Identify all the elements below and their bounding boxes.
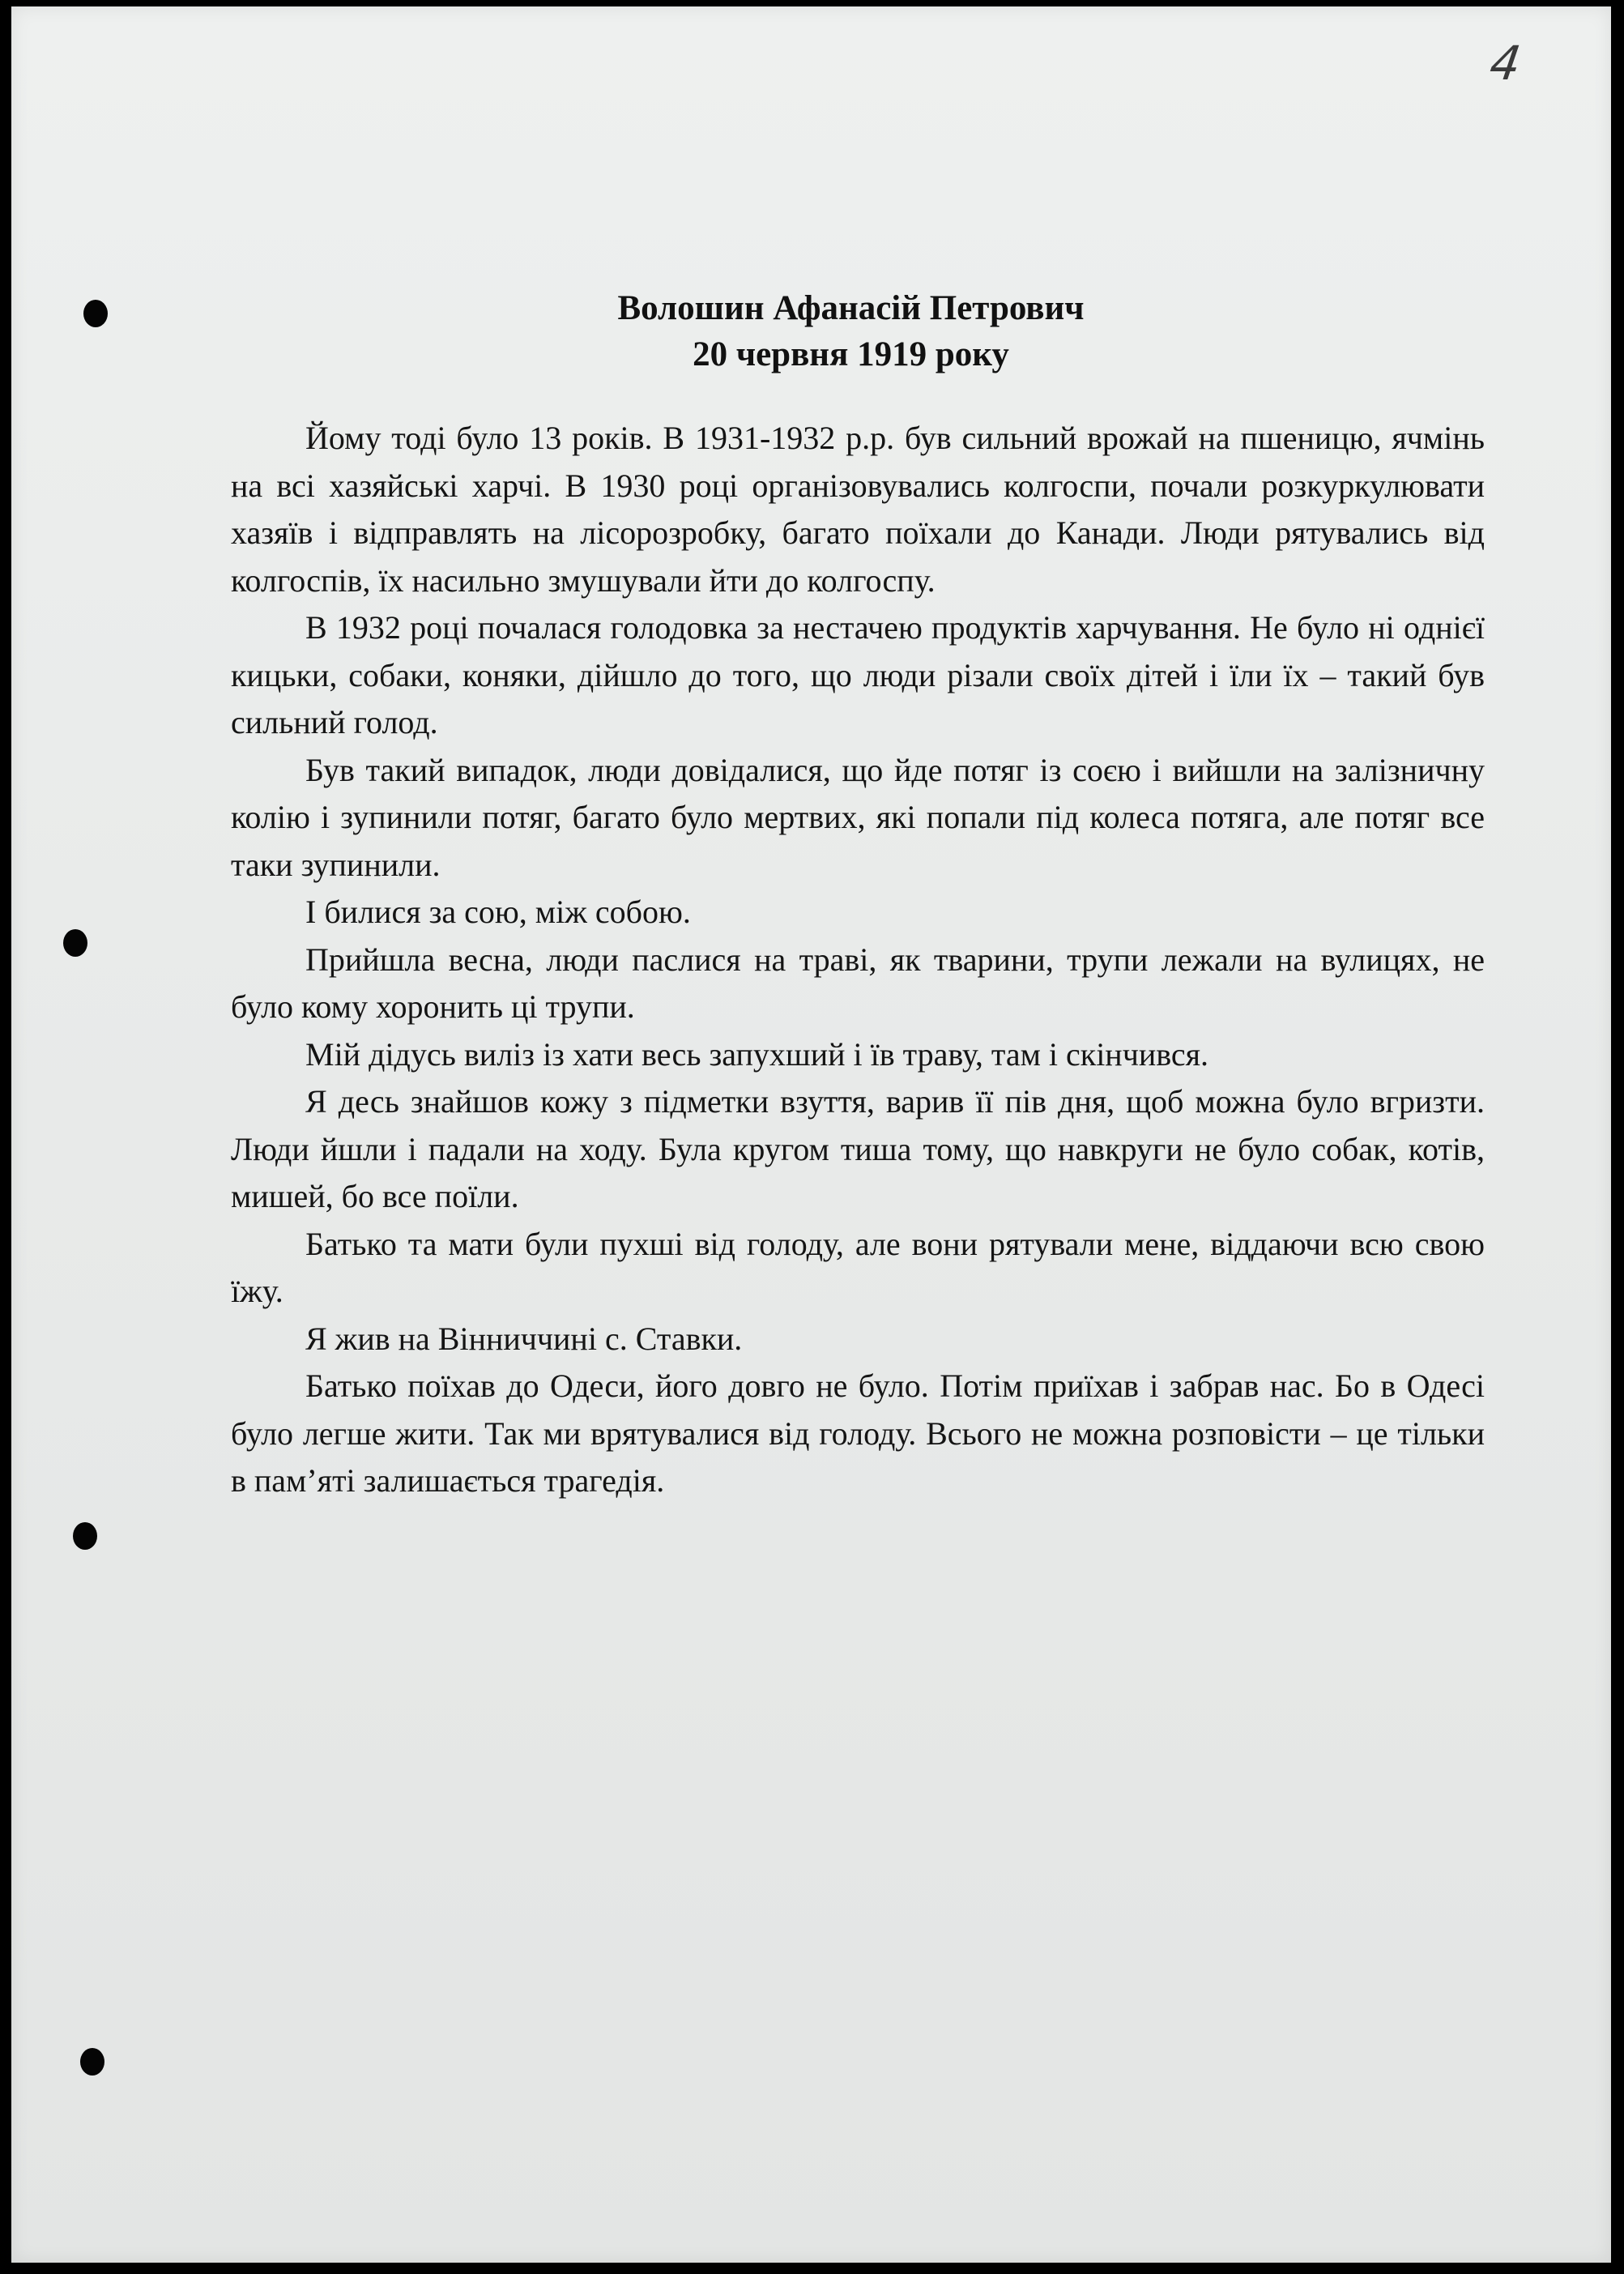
punch-hole <box>73 1522 97 1550</box>
title-date: 20 червня 1919 року <box>693 335 1009 373</box>
document-title <box>0 285 1624 378</box>
paragraph: І билися за сою, між собою. <box>305 894 691 930</box>
punch-hole <box>80 2048 104 2076</box>
paragraph: Батько поїхав до Одеси, його довго не було. Потім приїхав і забрав нас. Бо в Одесі було легше жити. Так ми врятувалися від голоду. Всього не можна розповісти – це тільки в пам’яті залишається трагедія. <box>231 1367 1485 1499</box>
punch-hole <box>63 929 87 957</box>
paragraph: Йому тоді було 13 років. В 1931-1932 р.р. був сильний врожай на пшеницю, ячмінь на всі хазяйські харчі. В 1930 році організовувались колгоспи, почали розкуркулювати хазяїв і відправлять на лісорозробку, багато поїхали до Канади. Люди рятувались від колгоспів, їх насильно змушували йти до колгоспу. <box>231 420 1485 599</box>
paragraph: Прийшла весна, люди паслися на траві, як тварини, трупи лежали на вулицях, не було кому хоронить ці трупи. <box>231 941 1485 1025</box>
paragraph: Батько та мати були пухші від голоду, але вони рятували мене, віддаючи всю свою їжу. <box>231 1225 1485 1309</box>
paragraph: В 1932 році почалася голодовка за нестачею продуктів харчування. Не було ні однієї кицьки, собаки, коняки, дійшло до того, що люди різали своїх дітей і їли їх – такий був сильний голод. <box>231 609 1485 740</box>
paragraph: Я десь знайшов кожу з підметки взуття, варив її пів дня, щоб можна було вгризти. Люди йшли і падали на ходу. Була кругом тиша тому, що навкруги не було собак, котів, мишей, бо все поїли. <box>231 1083 1485 1214</box>
paragraph: Я жив на Вінниччині с. Ставки. <box>305 1320 743 1357</box>
paragraph: Мій дідусь виліз із хати весь запухший і їв траву, там і скінчився. <box>305 1035 1209 1073</box>
paragraph: Був такий випадок, люди довідалися, що йде потяг із соєю і вийшли на залізничну колію і зупинили потяг, багато було мертвих, які попали під колеса потяга, але потяг все таки зупинили. <box>231 751 1485 883</box>
title-name: Волошин Афанасій Петрович <box>617 289 1085 327</box>
document-body <box>231 415 1485 1505</box>
handwritten-page-number: 4 <box>1486 36 1524 91</box>
